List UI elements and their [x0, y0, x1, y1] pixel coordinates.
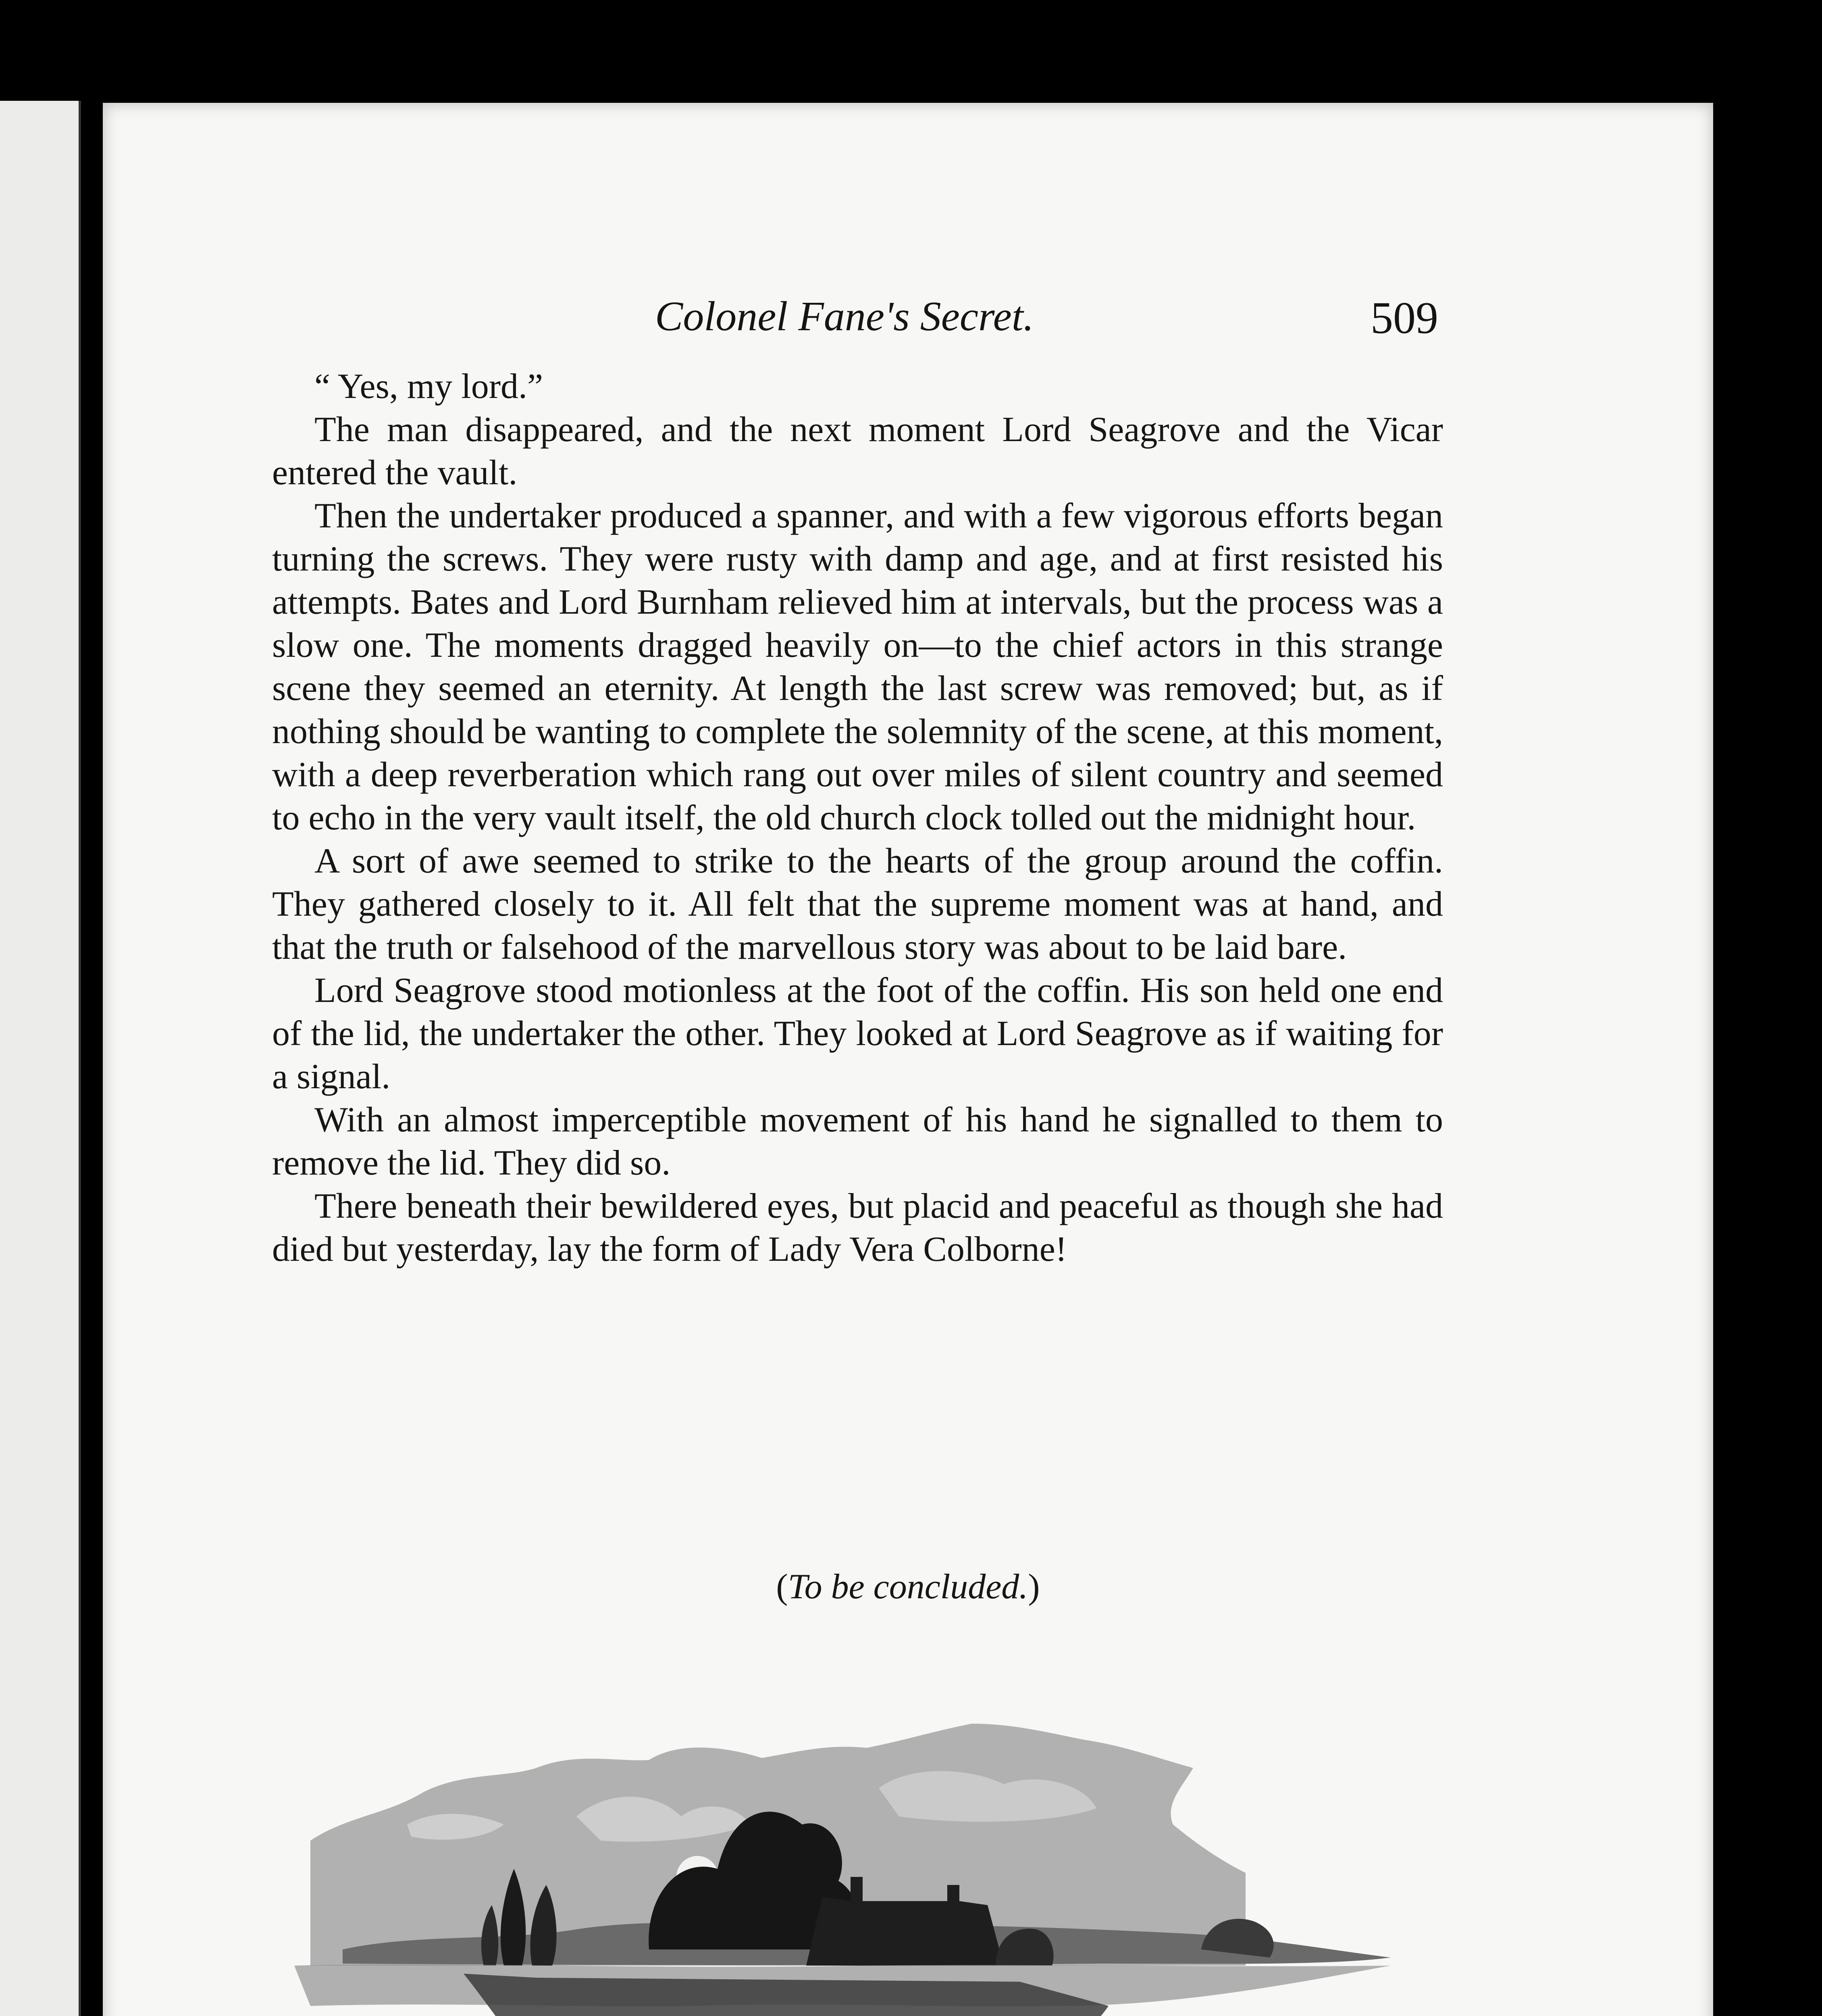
landscape-vignette-illustration [294, 1724, 1391, 2016]
paragraph: There beneath their bewildered eyes, but placid and peaceful as though she had died but yesterday, lay the form of Lady Vera Colborne! [272, 1187, 1443, 1269]
paragraph: “ Yes, my lord.” [314, 367, 543, 406]
paren-close: ) [1028, 1567, 1040, 1606]
previous-page-edge [0, 101, 81, 2016]
to-be-concluded-note [103, 1566, 1713, 1607]
running-title: Colonel Fane's Secret. [655, 293, 1034, 339]
paragraph: The man disappeared, and the next moment Lord Seagrove and the Vicar entered the vault. [272, 410, 1443, 492]
paren-open: ( [776, 1567, 788, 1606]
story-text [272, 365, 1443, 1271]
page-number: 509 [1371, 293, 1438, 343]
to-be-concluded-text: To be concluded. [788, 1567, 1028, 1606]
paragraph: Then the undertaker produced a spanner, and with a few vigorous efforts began turning the screws. They were rusty with damp and age, and at first resisted his attempts. Bates and Lord Burnham relieved him at intervals, but the process was a slow one. The moments dragged heavily on—to the chief actors in this strange scene they seemed an eternity. At length the last screw was removed; but, as if nothing should be wanting to complete the solemnity of the scene, at this moment, with a deep reverberation which rang out over miles of silent country and seemed to echo in the very vault itself, the old church clock tolled out the midnight hour. [272, 496, 1443, 837]
paragraph: With an almost imperceptible movement of his hand he signalled to them to remove the lid. They did so. [272, 1100, 1443, 1183]
paragraph: Lord Seagrove stood motionless at the foot of the coffin. His son held one end of the lid, the undertaker the other. They looked at Lord Seagrove as if waiting for a signal. [272, 971, 1443, 1096]
paragraph: A sort of awe seemed to strike to the hearts of the group around the coffin. They gathered closely to it. All felt that the supreme moment was at hand, and that the truth or falsehood of the marvellous story was about to be laid bare. [272, 841, 1443, 967]
book-page [103, 103, 1713, 2016]
running-head [103, 292, 1713, 365]
